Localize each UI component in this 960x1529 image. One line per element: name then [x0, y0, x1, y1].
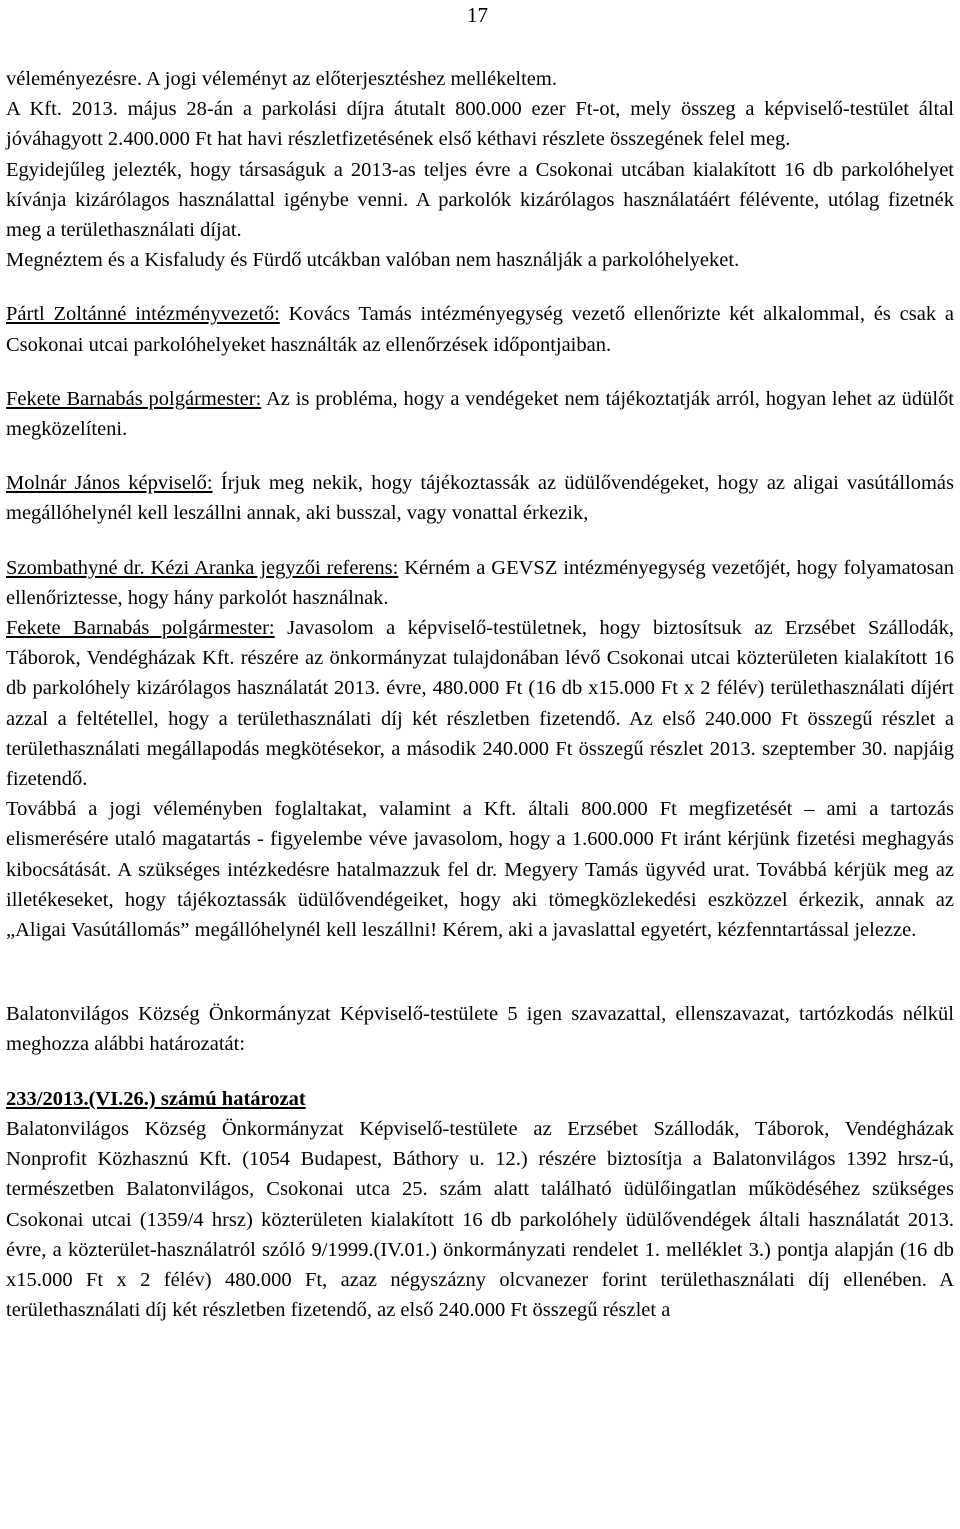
speaker-text: Az is probléma, hogy a vendégeket nem tájékoztatják arról, hogyan lehet az üdülőt megközelíteni.	[6, 387, 954, 441]
paragraph-inspection: Megnéztem és a Kisfaludy és Fürdő utcákban valóban nem használják a parkolóhelyeket.	[6, 249, 740, 272]
speaker-name: Fekete Barnabás polgármester:	[6, 387, 262, 410]
paragraph-legal-opinion: Továbbá a jogi véleményben foglaltakat, valamint a Kft. általi 800.000 Ft megfizetését – ami a tartozás elismerésére utaló magatartás - figyelembe véve javasolom, hogy a 1.600.000 Ft iránt kérjünk fizetési meghagyás kibocsátását. A szükséges intézkedésre hatalmazzuk fel dr. Megyery Tamás ügyvéd urat. Továbbá kérjük meg az illetékeseket, hogy tájékoztassák üdülővendégeiket, hogy aki tömegközlekedési eszközzel érkezik, annak az „Aligai Vasútállomás” megállóhelynél kell leszállni! Kérem, aki a javaslattal egyetért, kézfenntartással jelezze.	[6, 798, 954, 942]
speaker-name: Szombathyné dr. Kézi Aranka jegyzői referens:	[6, 556, 399, 579]
resolution-heading: 233/2013.(VI.26.) számú határozat	[6, 1087, 306, 1110]
paragraph-parking-request: Egyidejűleg jelezték, hogy társaságuk a 2013-as teljes évre a Csokonai utcában kialakított 16 db parkolóhelyet kívánja kizárólagos használattal igénybe venni. A parkolók kizárólagos használatáért félévente, utólag fizetnék meg a területhasználati díjat.	[6, 158, 954, 242]
paragraph-vote: Balatonvilágos Község Önkormányzat Képviselő-testülete 5 igen szavazattal, ellenszavazat, tartózkodás nélkül meghozza alábbi határozatát:	[6, 1003, 954, 1056]
paragraph-szombathyne	[6, 553, 954, 613]
paragraph-fekete-2	[6, 613, 954, 794]
page-number: 17	[467, 3, 488, 27]
paragraph-fekete-1	[6, 384, 954, 444]
speaker-text: Javasolom a képviselő-testületnek, hogy biztosítsuk az Erzsébet Szállodák, Táborok, Vendégházak Kft. részére az önkormányzat tulajdonában lévő Csokonai utcai közterületen kialakított 16 db parkolóhely kizárólagos használatát 2013. évre, 480.000 Ft (16 db x15.000 Ft x 2 félév) területhasználati díjért azzal a feltétellel, hogy a területhasználati díj két részletben fizetendő. Az első 240.000 Ft összegű részlet a területhasználati megállapodás megkötésekor, a második 240.000 Ft összegű részlet 2013. szeptember 30. napjáig fizetendő.	[6, 617, 954, 791]
speaker-name: Pártl Zoltánné intézményvezető:	[6, 303, 280, 326]
speaker-text: Kovács Tamás intézményegység vezető ellenőrizte két alkalommal, és csak a Csokonai utcai parkolóhelyeket használták az ellenőrzések időpontjaiban.	[6, 303, 954, 356]
speaker-name: Fekete Barnabás polgármester:	[6, 617, 275, 640]
paragraph-partl	[6, 299, 954, 359]
speaker-text: Kérném a GEVSZ intézményegység vezetőjét, hogy folyamatosan ellenőriztesse, hogy hány parkolót használnak.	[6, 556, 954, 609]
paragraph-molnar	[6, 468, 954, 528]
document-body	[6, 64, 954, 1325]
paragraph-intro: véleményezésre. A jogi véleményt az előterjesztéshez mellékeltem.	[6, 68, 557, 90]
paragraph-payment: A Kft. 2013. május 28-án a parkolási díjra átutalt 800.000 ezer Ft-ot, mely összeg a képviselő-testület által jóváhagyott 2.400.000 Ft hat havi részletfizetésének első kéthavi részlete összegének felel meg.	[6, 98, 954, 151]
speaker-name: Molnár János képviselő:	[6, 472, 213, 495]
resolution-text: Balatonvilágos Község Önkormányzat Képviselő-testülete az Erzsébet Szállodák, Táborok, Vendégházak Nonprofit Közhasznú Kft. (1054 Budapest, Báthory u. 12.) részére biztosítja a Balatonvilágos 1392 hrsz-ú, természetben Balatonvilágos, Csokonai utca 25. szám alatt található üdülőingatlan működéséhez szükséges Csokonai utcai (1359/4 hrsz) közterületen kialakított 16 db parkolóhely üdülővendégek általi használatát 2013. évre, a közterület-használatról szóló 9/1999.(IV.01.) önkormányzati rendelet 1. melléklet 3.) pontja alapján (16 db x15.000 Ft x 2 félév) 480.000 Ft, azaz négyszázny olcvanezer forint területhasználati díj ellenében. A területhasználati díj két részletben fizetendő, az első 240.000 Ft összegű részlet a	[6, 1117, 954, 1322]
speaker-text: Írjuk meg nekik, hogy tájékoztassák az üdülővendégeket, hogy az aligai vasútállomás megállóhelynél kell leszállni annak, aki busszal, vagy vonattal érkezik,	[6, 472, 954, 525]
